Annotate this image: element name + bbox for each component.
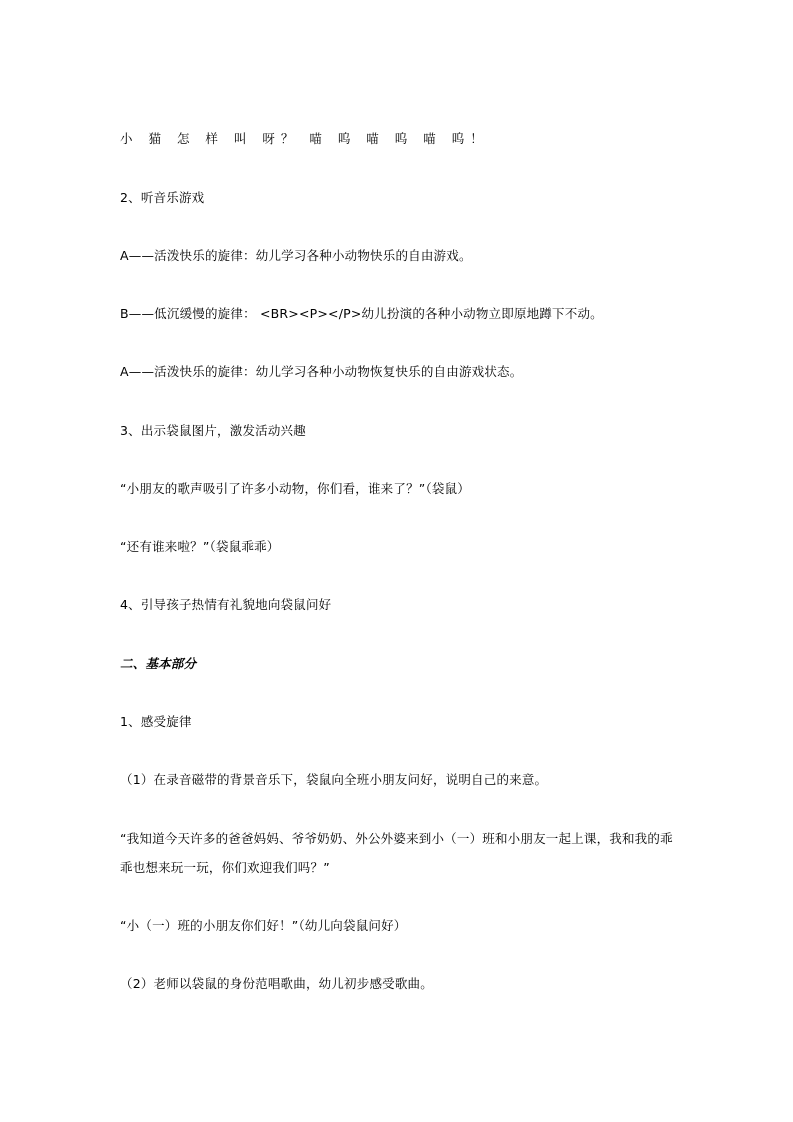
- step-two-description: （2）老师以袋鼠的身份范唱歌曲，幼儿初步感受歌曲。: [120, 976, 433, 991]
- dialogue-who-came: “小朋友的歌声吸引了许多小动物，你们看，谁来了？”（袋鼠）: [120, 481, 471, 496]
- melody-a-repeat-description: A——活泼快乐的旋律：幼儿学习各种小动物恢复快乐的自由游戏状态。: [120, 364, 523, 379]
- song-lyric-line: 小 猫 怎 样 叫 呀？ 喵 呜 喵 呜 喵 呜！: [120, 131, 489, 146]
- section-heading-basic-part: 二、基本部分: [120, 656, 197, 671]
- kangaroo-introduction-paragraph: “我知道今天许多的爸爸妈妈、爷爷奶奶、外公外婆来到小（一）班和小朋友一起上课，我和我的乖乖也想来玩一玩，你们欢迎我们吗？”: [120, 831, 673, 875]
- melody-a-description: A——活泼快乐的旋律：幼儿学习各种小动物快乐的自由游戏。: [120, 248, 472, 263]
- section-item-listening-game: 2、听音乐游戏: [120, 190, 205, 205]
- section-item-feel-melody: 1、感受旋律: [120, 714, 192, 729]
- melody-b-description: B——低沉缓慢的旋律： <BR><P></P>幼儿扮演的各种小动物立即原地蹲下不动。: [120, 306, 603, 321]
- step-one-description: （1）在录音磁带的背景音乐下，袋鼠向全班小朋友问好，说明自己的来意。: [120, 772, 548, 787]
- dialogue-greeting: “小（一）班的小朋友你们好！”（幼儿向袋鼠问好）: [120, 918, 407, 933]
- dialogue-who-else: “还有谁来啦？”（袋鼠乖乖）: [120, 539, 280, 554]
- section-item-kangaroo-picture: 3、出示袋鼠图片，激发活动兴趣: [120, 423, 306, 438]
- section-item-greet-kangaroo: 4、引导孩子热情有礼貌地向袋鼠问好: [120, 597, 332, 612]
